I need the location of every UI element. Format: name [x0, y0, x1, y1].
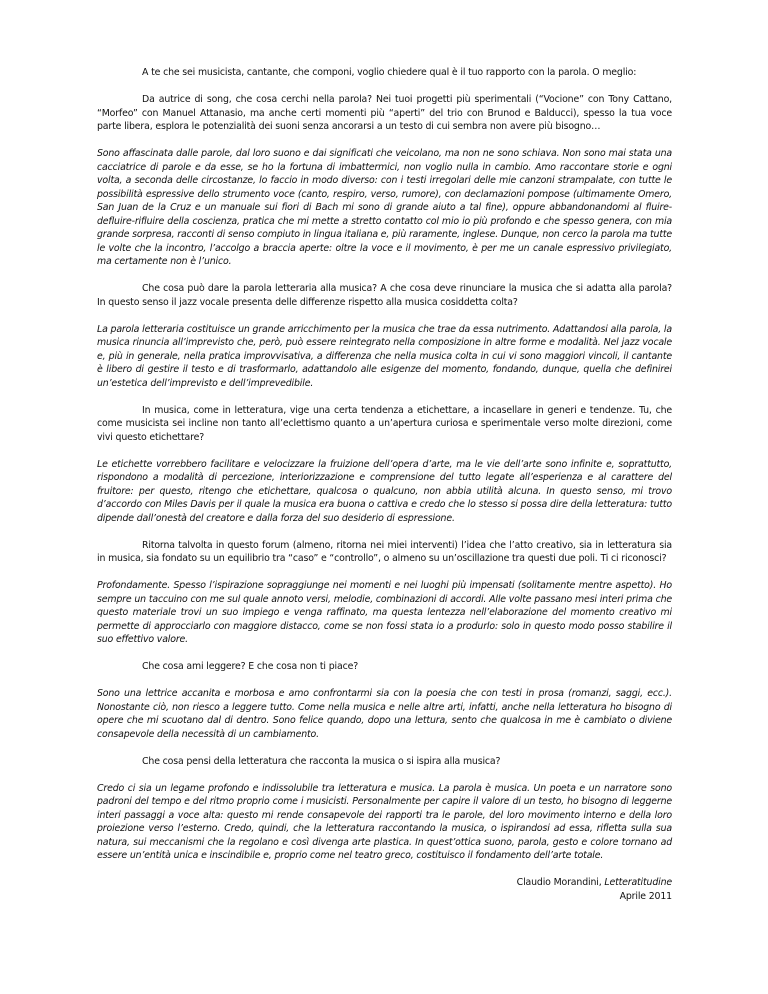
interview-answer: Credo ci sia un legame profondo e indissolubile tra letteratura e musica. La parola è musica. Un poeta e un narratore sono padroni del tempo e del ritmo proprio come i musicisti. Personalmente per capire il valore di un testo, ho bisogno di leggerne interi passaggi a voce alta: questo mi rende consapevole dei rapporti tra le parole, del loro movimento interno e della loro proiezione verso l’esterno. Credo, quindi, che la letteratura raccontando la musica, o ispirandosi ad essa, rifletta sulla sua natura, sui meccanismi che la regolano e così divenga arte plastica. In quest’ottica suono, parola, gesto e colore tornano ad essere un’entità unica e inscindibile e, proprio come nel teatro greco, costituisco il fondamento dell’arte totale. — [97, 782, 672, 861]
interview-question: Che cosa ami leggere? E che cosa non ti piace? — [142, 661, 359, 672]
signature-block — [97, 876, 672, 903]
interview-question: In musica, come in letteratura, vige una certa tendenza a etichettare, a incasellare in generi e tendenze. Tu, che come musicista sei incline non tanto all’eclettismo quanto a un’apertura curiosa e sperimentale verso molte direzioni, come vivi questo etichettare? — [97, 404, 672, 443]
signature-publication: Letteratitudine — [604, 877, 672, 888]
interview-answer: Sono una lettrice accanita e morbosa e amo confrontarmi sia con la poesia che con testi in prosa (romanzi, saggi, ecc.). Nonostante ciò, non riesco a leggere tutto. Come nella musica e nelle altre arti, infatti, anche nella letteratura ho bisogno di opere che mi scuotano dal di dentro. Sono felice quando, dopo una lettura, sento che qualcosa in me è cambiato o diviene consapevole della necessità di un cambiamento. — [97, 688, 672, 740]
interview-answer: Profondamente. Spesso l’ispirazione sopraggiunge nei momenti e nei luoghi più impensati (solitamente mentre aspetto). Ho sempre un taccuino con me sul quale annoto versi, melodie, combinazioni di accordi. Alle volte passano mesi interi prima che questo materiale trovi un suo impiego e venga raffinato, ma questa lentezza nell’elaborazione del momento creativo mi permette di approcciarlo con maggiore distacco, come se non fossi stata io a produrlo: solo in questo modo posso stabilire il suo effettivo valore. — [97, 580, 672, 645]
interview-answer: Le etichette vorrebbero facilitare e velocizzare la fruizione dell’opera d’arte, ma le vie dell’arte sono infinite e, soprattutto, rispondono a modalità di percezione, interiorizzazione e comprensione del tutto legate all’esperienza e al carattere del fruitore: per questo, ritengo che etichettare, qualcosa o qualcuno, non abbia utilità alcuna. In questo senso, mi trovo d’accordo con Miles Davis per il quale la musica era buona o cattiva e credo che lo stesso si possa dire della letteratura: tutto dipende dall’onestà del creatore e dalla forza del suo desiderio di espressione. — [97, 458, 672, 524]
document-page — [97, 66, 672, 903]
interview-question: Che cosa può dare la parola letteraria alla musica? A che cosa deve rinunciare la musica che si adatta alla parola? In questo senso il jazz vocale presenta delle differenze rispetto alla musica cosiddetta colta? — [97, 283, 672, 308]
interview-question: Da autrice di song, che cosa cerchi nella parola? Nei tuoi progetti più sperimentali (“Vocione” con Tony Cattano, “Morfeo” con Manuel Attanasio, ma anche certi momenti più “aperti” del trio con Brunod e Balducci), spesso la tua voce parte libera, esplora le potenzialità dei suoni senza ancorarsi a un testo di cui sembra non avere più bisogno… — [97, 94, 672, 132]
interview-question: Che cosa pensi della letteratura che racconta la musica o si ispira alla musica? — [142, 755, 501, 767]
signature-author-line — [97, 876, 672, 890]
interview-answer: Sono affascinata dalle parole, dal loro suono e dai significati che veicolano, ma non ne sono schiava. Non sono mai stata una cacciatrice di parole e da esse, se ho la fortuna di imbattermici, non voglio nulla in cambio. Amo raccontare storie e ogni volta, a seconda delle circostanze, lo faccio in modo diverso: con i testi irregolari delle mie canzoni strampalate, con tutte le possibilità espressive dello strumento voce (canto, respiro, verso, rumore), con declamazioni pompose (ultimamente Omero, San Juan de la Cruz e un manuale sui fiori di Bach mi sono di grande aiuto a tal fine), oppure abbandonandomi al fluire-defluire-rifluire della coscienza, pratica che mi mette a stretto contatto col mio io più profondo e che spesso genera, con mia grande sorpresa, racconti di senso compiuto in lingua italiana e, più raramente, inglese. Dunque, non cerco la parola ma tutte le volte che la incontro, l’accolgo a braccia aperte: oltre la voce e il movimento, è per me un canale espressivo privilegiato, ma certamente non è l’unico. — [97, 148, 672, 267]
interview-question: A te che sei musicista, cantante, che componi, voglio chiedere qual è il tuo rapporto con la parola. O meglio: — [142, 67, 637, 78]
signature-date: Aprile 2011 — [619, 890, 672, 902]
signature-author: Claudio Morandini, — [516, 877, 602, 888]
interview-answer: La parola letteraria costituisce un grande arricchimento per la musica che trae da essa nutrimento. Adattandosi alla parola, la musica rinuncia all’imprevisto che, però, può essere reintegrato nella composizione in altre forme e modalità. Nel jazz vocale e, più in generale, nella pratica improvvisativa, a differenza che nella musica colta in cui vi sono maggiori vincoli, il cantante è libero di gestire il testo e di trasformarlo, adattandolo alle esigenze del momento, fondando, dunque, quella che definirei un’estetica dell’imprevisto e dell’imprevedibile. — [97, 323, 672, 389]
interview-question: Ritorna talvolta in questo forum (almeno, ritorna nei miei interventi) l’idea che l’atto creativo, sia in letteratura sia in musica, sia fondato su un equilibrio tra “caso” e “controllo”, o almeno su un’oscillazione tra questi due poli. Ti ci riconosci? — [97, 539, 672, 564]
